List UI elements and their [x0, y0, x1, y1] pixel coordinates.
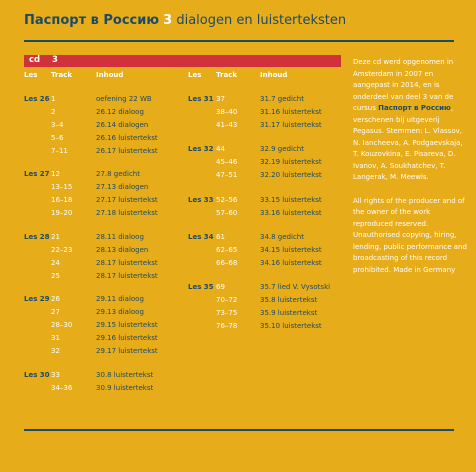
- header-track-left: Track: [51, 71, 72, 79]
- track-content: 30.8 luistertekst: [96, 371, 154, 379]
- track-row: [188, 246, 348, 257]
- track-content: 29.15 luistertekst: [96, 321, 158, 329]
- track-content: 26.12 dialoog: [96, 108, 144, 116]
- title-number: 3: [163, 13, 173, 28]
- header-inhoud-right: Inhoud: [260, 71, 288, 79]
- track-content: 27.17 luistertekst: [96, 196, 158, 204]
- track-content: 30.9 luistertekst: [96, 384, 154, 392]
- track-number: 34–36: [51, 384, 73, 392]
- lesson-label: Les 27: [24, 170, 50, 178]
- lesson-label: Les 32: [188, 145, 214, 153]
- bottom-divider: [24, 429, 454, 431]
- header-track-right: Track: [216, 71, 237, 79]
- track-number: 7–11: [51, 147, 68, 155]
- lesson-label: Les 30: [24, 371, 50, 379]
- track-number: 27: [51, 308, 60, 316]
- header-les-left: Les: [24, 71, 38, 79]
- track-row: [24, 209, 184, 220]
- track-number: 62–65: [216, 246, 238, 254]
- header-inhoud-left: Inhoud: [96, 71, 124, 79]
- track-row: [188, 296, 348, 307]
- lesson-label: Les 34: [188, 233, 214, 241]
- track-number: 37: [216, 95, 225, 103]
- track-number: 31: [51, 334, 60, 342]
- track-row: [188, 108, 348, 119]
- track-number: 38–40: [216, 108, 238, 116]
- lesson-label: Les 35: [188, 283, 214, 291]
- cd-bar: [24, 55, 341, 67]
- track-number: 22–23: [51, 246, 73, 254]
- release-notes: [353, 57, 468, 288]
- track-number: 26: [51, 295, 60, 303]
- track-content: 28.17 luistertekst: [96, 259, 158, 267]
- track-row: [24, 347, 184, 358]
- track-number: 33: [51, 371, 60, 379]
- track-row: [24, 334, 184, 345]
- cd-label: cd: [29, 55, 41, 65]
- track-content: 29.13 dialoog: [96, 308, 144, 316]
- track-row: [188, 322, 348, 333]
- track-row: [24, 272, 184, 283]
- track-content: 35.9 luistertekst: [260, 309, 318, 317]
- track-row: [188, 196, 348, 207]
- track-number: 24: [51, 259, 60, 267]
- lesson-label: Les 29: [24, 295, 50, 303]
- track-row: [188, 158, 348, 169]
- lesson-label: Les 26: [24, 95, 50, 103]
- track-content: 34.8 gedicht: [260, 233, 304, 241]
- track-row: [24, 246, 184, 257]
- track-row: [188, 309, 348, 320]
- track-row: [24, 321, 184, 332]
- track-content: 28.13 dialogen: [96, 246, 149, 254]
- page-title: [24, 13, 346, 28]
- track-number: 19–20: [51, 209, 73, 217]
- track-number: 44: [216, 145, 225, 153]
- track-row: [188, 171, 348, 182]
- track-number: 41–43: [216, 121, 238, 129]
- track-number: 76–78: [216, 322, 238, 330]
- track-number: 73–75: [216, 309, 238, 317]
- track-number: 21: [51, 233, 60, 241]
- track-row: [24, 233, 184, 244]
- track-number: 70–72: [216, 296, 238, 304]
- track-number: 25: [51, 272, 60, 280]
- track-content: 33.15 luistertekst: [260, 196, 322, 204]
- track-number: 2: [51, 108, 56, 116]
- track-number: 66–68: [216, 259, 238, 267]
- track-row: [188, 259, 348, 270]
- track-row: [24, 371, 184, 382]
- track-row: [24, 295, 184, 306]
- track-row: [24, 121, 184, 132]
- track-content: 28.17 luistertekst: [96, 272, 158, 280]
- cd-number: 3: [52, 55, 58, 65]
- track-number: 57–60: [216, 209, 238, 217]
- notes-recording: Deze cd werd opgenomen in Amsterdam in 2007 en aangepast in 2014, en is onderdeel van deel 3 van de cursus Паспорт в Россию, verschenen bij uitgeverij Pegasus. Stemmen: L. Vlassov, N. Iancheeva, A. Podgaevskaja, T. Kouzovkina, E. Pisareva, D. Ivanov, A. Soukhatchev, T. Langerak, M. Meewis.: [353, 58, 463, 181]
- track-number: 5–6: [51, 134, 64, 142]
- notes-rights: All rights of the producer and of the owner of the work reproduced reserved. Unauthorised copying, hiring, lending, public performance and broadcasting of this record prohibited. Made in Germany: [353, 196, 467, 274]
- track-row: [24, 108, 184, 119]
- lesson-label: Les 28: [24, 233, 50, 241]
- track-number: 1: [51, 95, 56, 103]
- track-content: 26.16 luistertekst: [96, 134, 158, 142]
- track-content: 35.8 luistertekst: [260, 296, 318, 304]
- track-content: 28.11 dialoog: [96, 233, 144, 241]
- track-row: [24, 308, 184, 319]
- track-number: 52–56: [216, 196, 238, 204]
- track-row: [188, 145, 348, 156]
- lesson-label: Les 33: [188, 196, 214, 204]
- track-row: [24, 259, 184, 270]
- track-number: 61: [216, 233, 225, 241]
- track-row: [24, 147, 184, 158]
- track-content: 31.17 luistertekst: [260, 121, 322, 129]
- track-content: 27.8 gedicht: [96, 170, 140, 178]
- track-number: 3–4: [51, 121, 64, 129]
- title-rest: dialogen en luisterteksten: [176, 13, 347, 28]
- track-content: 34.16 luistertekst: [260, 259, 322, 267]
- track-row: [24, 134, 184, 145]
- track-number: 32: [51, 347, 60, 355]
- track-content: 27.13 dialogen: [96, 183, 149, 191]
- track-number: 69: [216, 283, 225, 291]
- track-number: 47–51: [216, 171, 238, 179]
- track-content: 32.9 gedicht: [260, 145, 304, 153]
- track-content: 35.10 luistertekst: [260, 322, 322, 330]
- track-content: 35.7 lied V. Vysotski: [260, 283, 331, 291]
- track-content: 33.16 luistertekst: [260, 209, 322, 217]
- track-number: 16–18: [51, 196, 73, 204]
- track-content: 27.18 luistertekst: [96, 209, 158, 217]
- track-content: 32.20 luistertekst: [260, 171, 322, 179]
- track-content: 26.14 dialogen: [96, 121, 149, 129]
- track-content: oefening 22 WB: [96, 95, 152, 103]
- top-divider: [24, 40, 454, 42]
- track-number: 13–15: [51, 183, 73, 191]
- track-content: 26.17 luistertekst: [96, 147, 158, 155]
- track-row: [188, 95, 348, 106]
- header-les-right: Les: [188, 71, 202, 79]
- lesson-label: Les 31: [188, 95, 214, 103]
- track-row: [24, 95, 184, 106]
- track-row: [24, 183, 184, 194]
- track-content: 29.11 dialoog: [96, 295, 144, 303]
- track-number: 28–30: [51, 321, 73, 329]
- track-content: 32.19 luistertekst: [260, 158, 322, 166]
- track-row: [24, 170, 184, 181]
- track-content: 29.17 luistertekst: [96, 347, 158, 355]
- track-content: 34.15 luistertekst: [260, 246, 322, 254]
- title-main: Паспорт в Россию: [24, 13, 160, 28]
- track-row: [24, 384, 184, 395]
- track-number: 12: [51, 170, 60, 178]
- track-content: 31.16 luistertekst: [260, 108, 322, 116]
- track-content: 29.16 luistertekst: [96, 334, 158, 342]
- track-row: [188, 233, 348, 244]
- track-number: 45–46: [216, 158, 238, 166]
- track-content: 31.7 gedicht: [260, 95, 304, 103]
- track-row: [24, 196, 184, 207]
- track-row: [188, 121, 348, 132]
- track-row: [188, 283, 348, 294]
- track-row: [188, 209, 348, 220]
